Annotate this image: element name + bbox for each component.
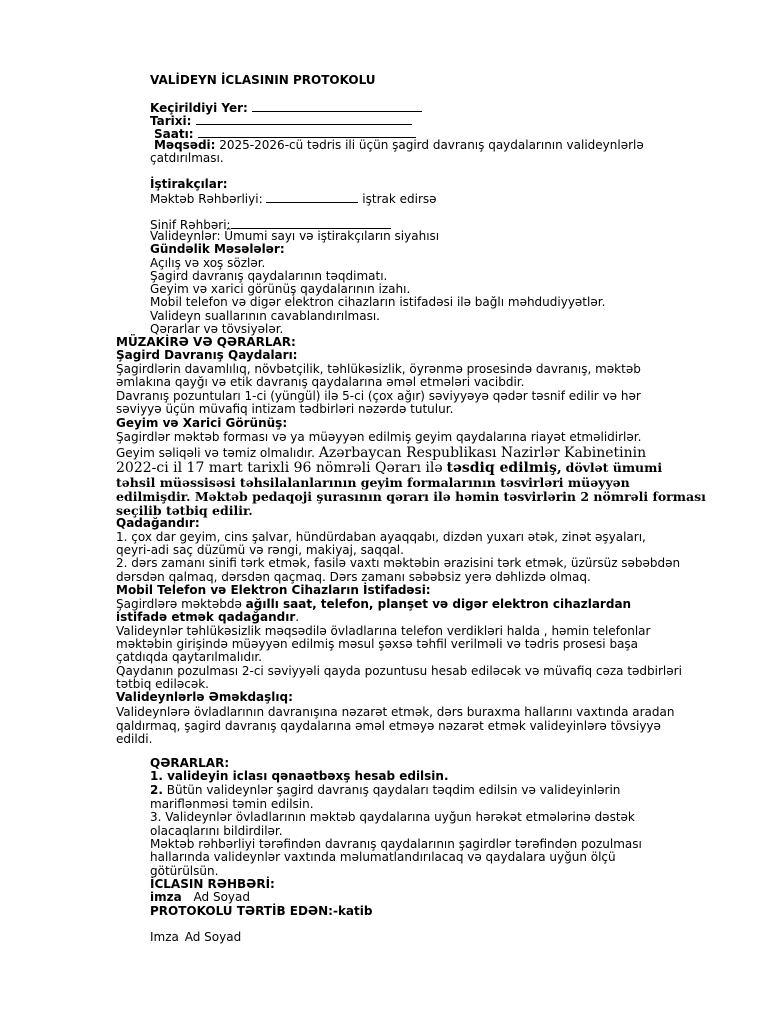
decision-text: götürülsün.: [150, 864, 219, 878]
date-blank: [196, 113, 412, 125]
venue-label: Keçirildiyi Yer:: [150, 101, 248, 115]
agenda-heading: Gündəlik Məsələlər:: [150, 242, 285, 256]
leadership-line: [150, 191, 437, 206]
mobile-text-part: .: [295, 610, 300, 624]
cooperation-heading: Valideynlərlə Əməkdaşlıq:: [116, 690, 293, 704]
prohibited-text: qeyri-adi saç düzümü və rəngi, makiyaj, saqqal.: [116, 543, 404, 557]
mobile-text: Valideynlər təhlükəsizlik məqsədilə övladlarına telefon verdikləri halda , həmin telefonlar: [116, 624, 651, 638]
time-blank: [198, 126, 416, 138]
dress-text-serif: 2022-ci il 17 mart tarixli 96 nömrəli Qərarı ilə: [116, 460, 443, 476]
class-teacher-blank: [231, 217, 391, 229]
purpose-line-2: çatdırılması.: [150, 151, 224, 165]
cooperation-text: Valideynlərə övladlarının davranışına nəzarət etmək, dərs buraxma hallarını vaxtında aradan: [116, 705, 675, 719]
decision-text: Məktəb rəhbərliyi tərəfindən davranış qaydalarının şagirdlər tərəfindən pozulması: [150, 837, 642, 851]
decision-number: 2.: [150, 783, 163, 797]
decision-item-2: [150, 784, 620, 797]
mobile-text: [116, 611, 299, 624]
behavior-text: Şagirdlərin davamlılıq, növbətçilik, təhlükəsizlik, öyrənmə prosesində davranış, məktəb: [116, 362, 641, 376]
decision-text: mariflənməsi təmin edilsin.: [150, 797, 314, 811]
dress-text: [116, 446, 646, 461]
prohibited-text: 1. çox dar geyim, cins şalvar, hündürdaban ayaqqabı, dizdən yuxarı ətək, zinət əşyaları,: [116, 530, 646, 544]
behavior-text: əmlakına qayğı və etik davranış qaydalarına əməl etmələri vacibdir.: [116, 375, 525, 389]
chair-heading: İCLASIN RƏHBƏRİ:: [150, 877, 275, 891]
venue-blank: [252, 100, 422, 112]
prohibited-text: dərsdən qalmaq, dərsdən qaçmaq. Dərs zamanı səbəbsiz yerə dəhlizdə olmaq.: [116, 570, 591, 584]
secretary-heading: PROTOKOLU TƏRTİB EDƏN:-katib: [150, 904, 373, 918]
agenda-item: Şagird davranış qaydalarının təqdimatı.: [150, 269, 388, 283]
decision-text: olacaqlarını bildirdilər.: [150, 824, 283, 838]
mobile-text-bold: istifadə etmək qadağandır: [116, 610, 296, 624]
cooperation-text: edildi.: [116, 732, 153, 746]
leadership-label: Məktəb Rəhbərliyi:: [150, 192, 263, 206]
agenda-item: Valideyn suallarının cavablandırılması.: [150, 309, 380, 323]
chair-name: Ad Soyad: [193, 890, 250, 904]
mobile-text: məktəbin girişində müəyyən edilmiş məsul şəxsə təhfil verilməli və tədris prosesi başa: [116, 637, 639, 651]
participants-heading: İştirakçılar:: [150, 177, 228, 191]
leadership-suffix: iştrak edirsə: [362, 192, 437, 206]
decision-text: hallarında valideynlər vaxtında məlumatlandırılacaq və qaydalara uyğun ölçü: [150, 850, 616, 864]
mobile-text: çatdıqda qaytarılmalıdır.: [116, 650, 263, 664]
behavior-text: Davranış pozuntuları 1-ci (yüngül) ilə 5-ci (çox ağır) səviyyəyə qədər təsnif edilir və hər: [116, 389, 641, 403]
decision-text: Bütün valideynlər şagird davranış qaydaları təqdim edilsin və valideyinlərin: [166, 783, 621, 797]
mobile-text-bold: ağıllı saat, telefon, planşet və digər elektron cihazlardan: [245, 597, 632, 611]
dress-heading: Geyim və Xarici Görünüş:: [116, 416, 288, 430]
decisions-heading: QƏRARLAR:: [150, 756, 230, 770]
discussion-heading: MÜZAKİRƏ VƏ QƏRARLAR:: [116, 335, 296, 349]
dress-bold-text: təhsil müəssisəsi təhsilalanlarının geyim formalarının təsvirləri müəyyən: [116, 475, 630, 490]
prohibited-heading: Qadağandır:: [116, 516, 200, 530]
secretary-signature-line: [150, 931, 241, 944]
purpose-line-1: [154, 139, 644, 152]
chair-signature-line: [150, 891, 250, 904]
dress-text: [116, 461, 662, 476]
agenda-item: Geyim və xarici görünüş qaydalarının izahı.: [150, 282, 411, 296]
prohibited-text: 2. dərs zamanı sinifi tərk etmək, fasilə vaxtı məktəbin ərazisini tərk etmək, üzürsüz səbəbdən: [116, 556, 681, 570]
agenda-item: Açılış və xoş sözlər.: [150, 256, 266, 270]
decision-item-1: 1. valideyin iclası qənaətbəxş hesab edilsin.: [150, 769, 449, 783]
dress-text-serif-bold: dövlət ümumi: [565, 460, 663, 475]
dress-text-serif-bold: təsdiq edilmiş,: [446, 460, 562, 476]
date-label: Tarixi:: [150, 114, 192, 128]
agenda-item: Qərarlar və tövsiyələr.: [150, 322, 284, 336]
time-label: Saatı:: [154, 127, 194, 141]
mobile-text: Qaydanın pozulması 2-ci səviyyəli qayda pozuntusu hesab ediləcək və müvafiq cəza tədbirləri: [116, 664, 682, 678]
secretary-name: Ad Soyad: [184, 930, 242, 944]
dress-text-serif: Azərbaycan Respublikası Nazirlər Kabinetinin: [318, 445, 647, 461]
behavior-heading: Şagird Davranış Qaydaları:: [116, 348, 298, 362]
document-title: VALİDEYN İCLASININ PROTOKOLU: [150, 73, 376, 87]
cooperation-text: qaldırmaq, şagird davranış qaydalarına əməl etməyə nəzarət etmək valideyinlərə tövsiyyə: [116, 719, 661, 733]
purpose-label: Məqsədi:: [154, 138, 216, 152]
agenda-item: Mobil telefon və digər elektron cihazların istifadəsi ilə bağlı məhdudiyyətlər.: [150, 295, 606, 309]
decision-text: 3. Valideynlər övladlarının məktəb qaydalarına uyğun hərəkət etmələrinə dəstək: [150, 810, 635, 824]
chair-sign-label: imza: [150, 890, 182, 904]
mobile-heading: Mobil Telefon və Elektron Cihazların İstifadəsi:: [116, 583, 431, 597]
class-teacher-label: Sinif Rəhbəri:: [150, 218, 231, 232]
mobile-text-part: Şagirdlərə məktəbdə: [116, 597, 242, 611]
dress-text-part: Geyim səliqəli və təmiz olmalıdır.: [116, 446, 315, 460]
secretary-sign-label: Imza: [150, 930, 179, 944]
parents-line: Valideynlər: Ümumi sayı və iştirakçıların siyahısı: [150, 229, 440, 243]
behavior-text: səviyyə üçün müvafiq intizam tədbirləri nəzərdə tutulur.: [116, 402, 454, 416]
leadership-blank: [266, 191, 358, 203]
dress-bold-text: seçilib tətbiq edilir.: [116, 503, 253, 518]
dress-bold-text: edilmişdir. Məktəb pedaqoji şurasının qərarı ilə həmin təsvirlərin 2 nömrəli forması: [116, 489, 706, 504]
mobile-text: tətbiq ediləcək.: [116, 677, 209, 691]
purpose-text: 2025-2026-cü tədris ili üçün şagird davranış qaydalarının valideynlərlə: [219, 138, 644, 152]
dress-text: Şagirdlər məktəb forması və ya müəyyən edilmiş geyim qaydalarına riayət etməlidirlər.: [116, 430, 642, 444]
